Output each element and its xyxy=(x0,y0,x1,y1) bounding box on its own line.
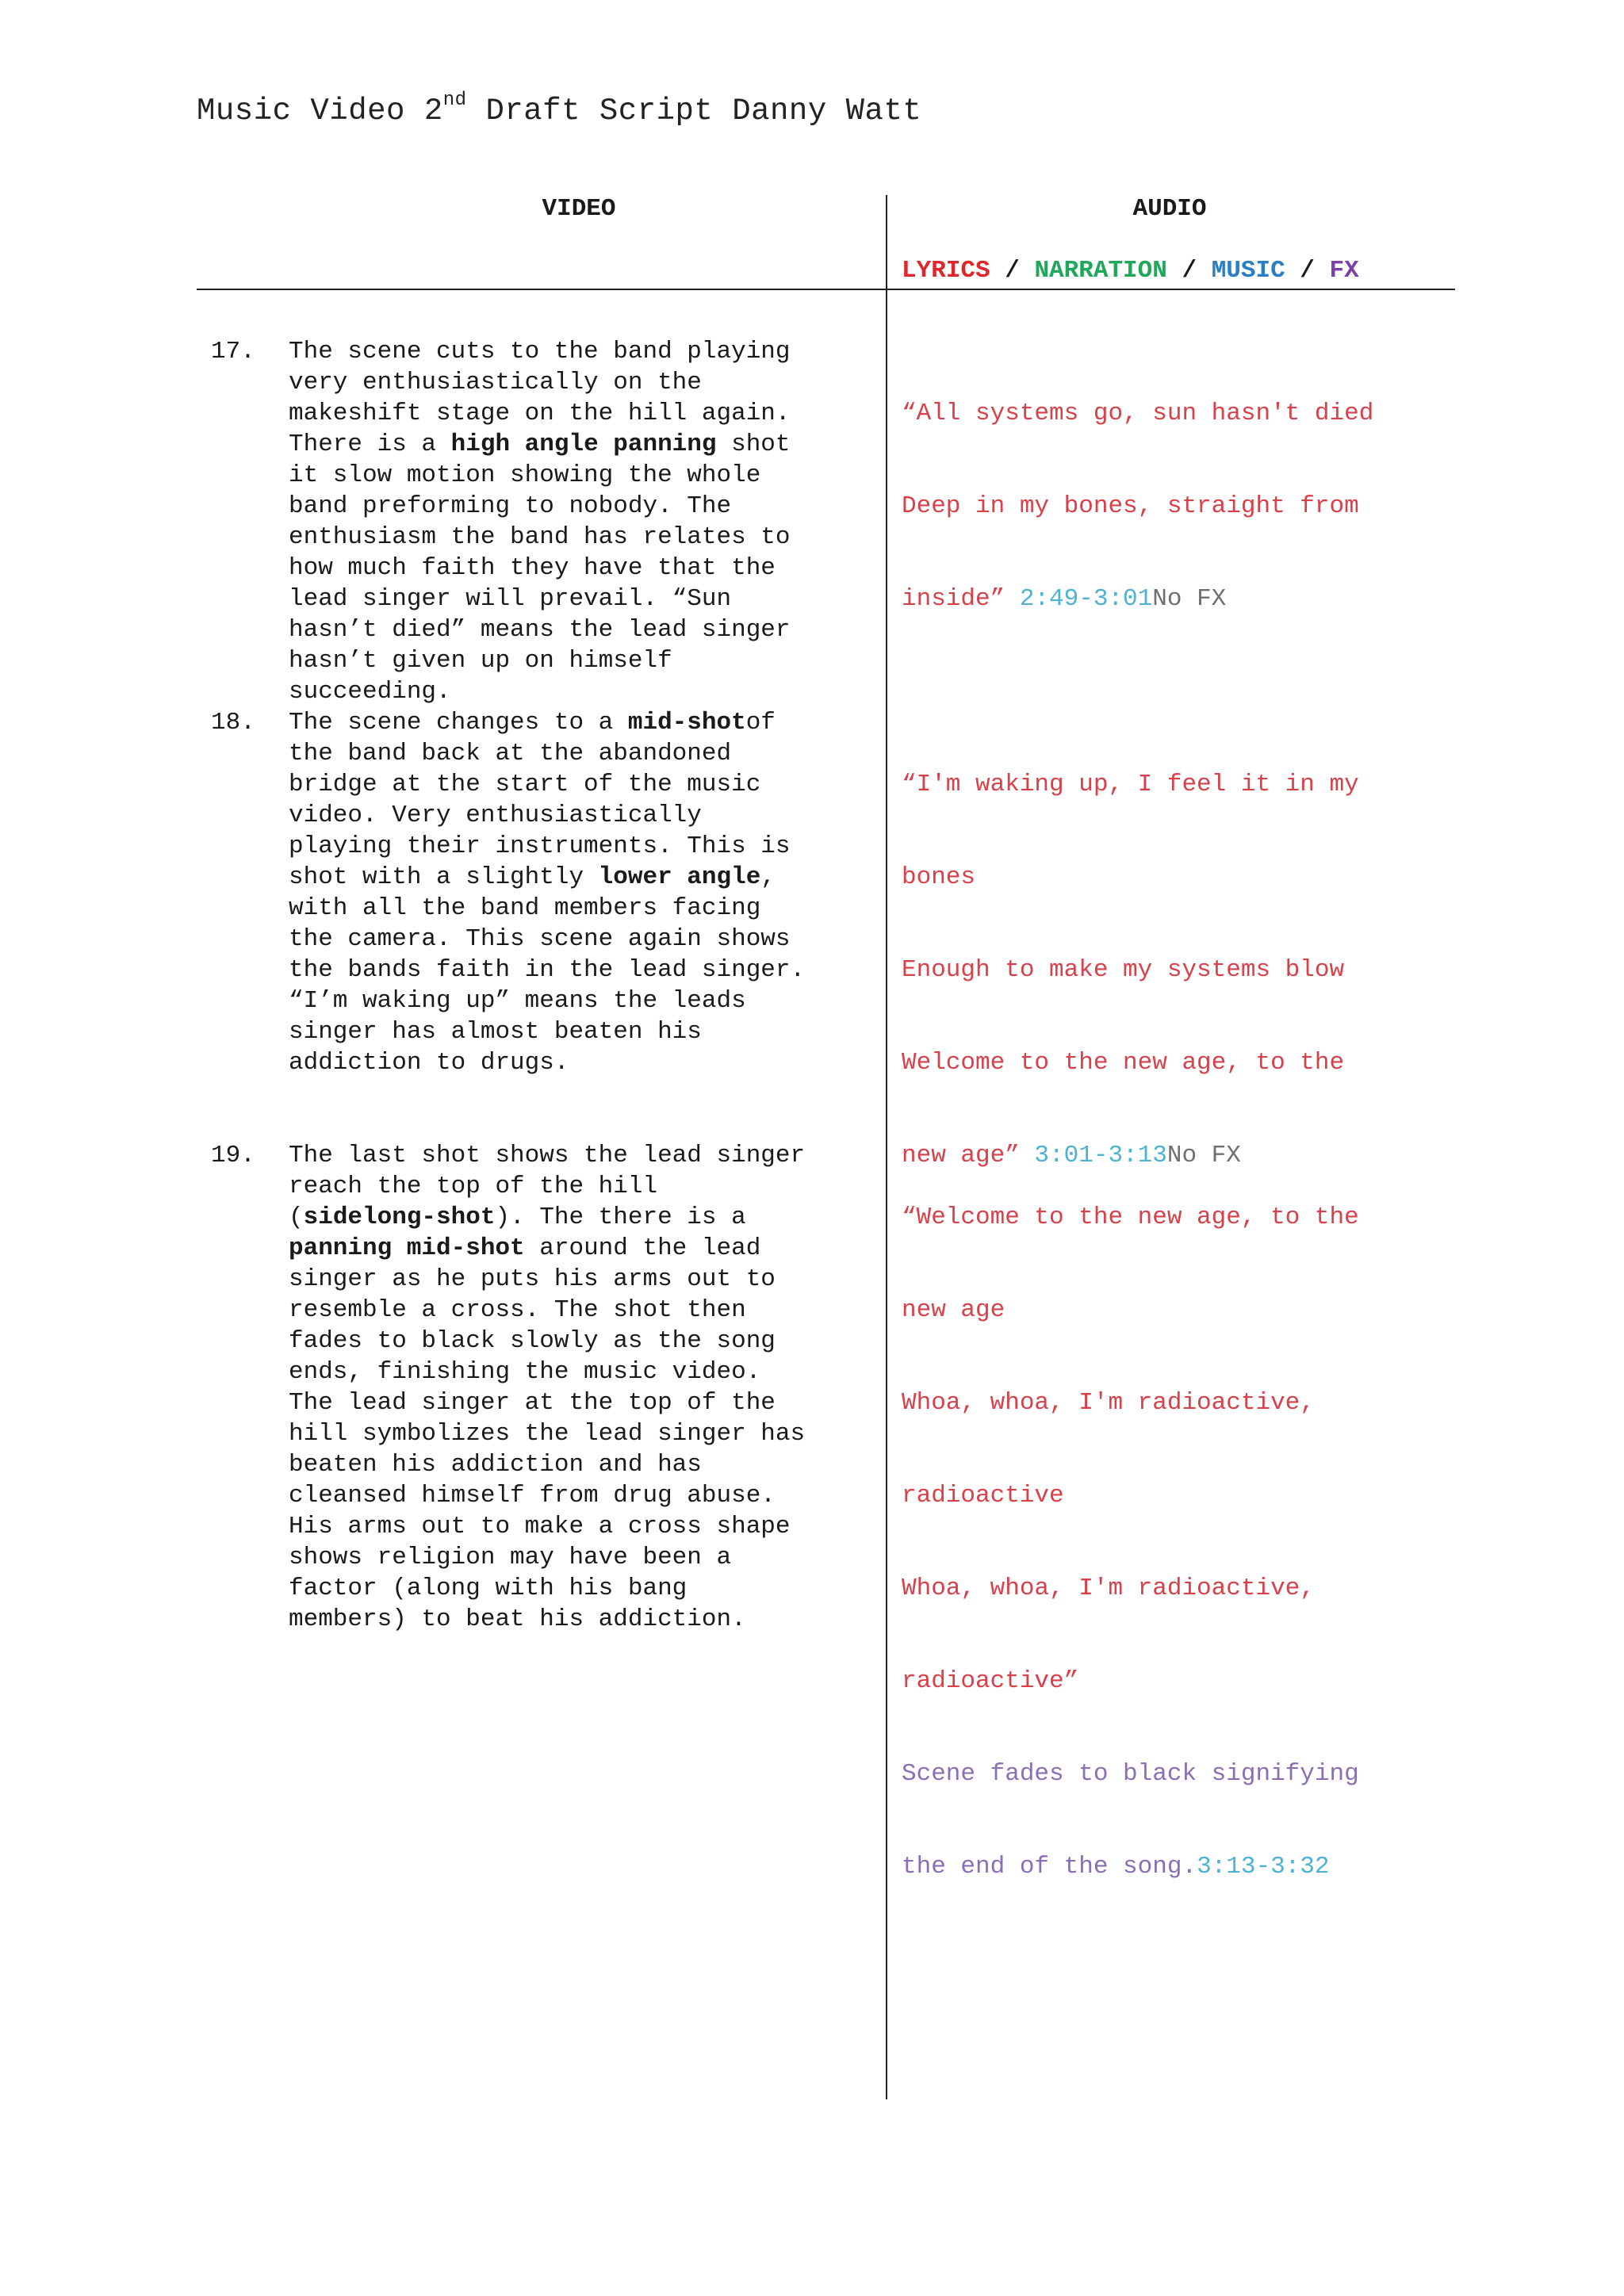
lyric-line: new age xyxy=(902,1296,1005,1324)
video-text: around the lead xyxy=(524,1234,761,1262)
video-text: lead singer will prevail. “Sun xyxy=(289,585,732,613)
page-title: Music Video 2nd Draft Script Danny Watt xyxy=(197,90,922,128)
video-text: of xyxy=(745,709,776,737)
header-divider xyxy=(197,289,1455,290)
video-line xyxy=(289,1573,879,1604)
video-text: fades to black slowly as the song xyxy=(289,1327,776,1355)
camera-term: panning mid-shot xyxy=(289,1234,525,1262)
video-text: addiction to drugs. xyxy=(289,1049,569,1077)
audio-column-header: AUDIO xyxy=(1132,195,1207,223)
video-text: with all the band members facing xyxy=(289,894,761,922)
lyric-line: Deep in my bones, straight from xyxy=(902,492,1359,520)
video-line xyxy=(289,955,879,985)
video-line xyxy=(289,862,879,893)
video-line xyxy=(289,676,879,707)
video-text: resemble a cross. The shot then xyxy=(289,1296,746,1324)
camera-term: mid-shot xyxy=(627,709,746,737)
video-line xyxy=(289,707,879,738)
video-line xyxy=(289,336,879,367)
lyric-line: inside” xyxy=(902,585,1005,613)
scene-number: 18. xyxy=(211,709,255,737)
legend-fx: FX xyxy=(1329,257,1359,285)
video-text: makeshift stage on the hill again. xyxy=(289,400,791,427)
scene-video-description xyxy=(289,1140,879,1635)
video-line xyxy=(289,924,879,955)
video-line xyxy=(289,460,879,491)
video-text: bridge at the start of the music xyxy=(289,771,761,798)
video-line xyxy=(289,1326,879,1357)
video-text: ( xyxy=(289,1203,304,1231)
video-text: The scene changes to a xyxy=(289,709,628,737)
video-line xyxy=(289,491,879,522)
scene-number: 17. xyxy=(211,338,255,365)
video-text: band preforming to nobody. The xyxy=(289,492,732,520)
legend-lyrics: LYRICS xyxy=(902,257,990,285)
video-line xyxy=(289,1140,879,1171)
scene-audio-description xyxy=(902,707,1457,1202)
video-text: shows religion may have been a xyxy=(289,1544,732,1571)
legend-music: MUSIC xyxy=(1211,257,1285,285)
video-text: ends, finishing the music video. xyxy=(289,1358,761,1386)
video-text: There is a xyxy=(289,430,451,458)
video-text: beaten his addiction and has xyxy=(289,1451,702,1479)
video-text: playing their instruments. This is xyxy=(289,832,791,860)
column-divider xyxy=(886,195,887,2099)
lyric-line: radioactive” xyxy=(902,1667,1079,1695)
video-text: ). The there is a xyxy=(495,1203,746,1231)
camera-term: sidelong-shot xyxy=(303,1203,496,1231)
video-line xyxy=(289,522,879,553)
video-line xyxy=(289,1604,879,1635)
video-text: His arms out to make a cross shape xyxy=(289,1513,791,1540)
video-text: hasn’t given up on himself xyxy=(289,647,672,675)
video-text: The scene cuts to the band playing xyxy=(289,338,791,365)
video-line xyxy=(289,1233,879,1264)
narration-line: Scene fades to black signifying xyxy=(902,1760,1359,1788)
video-text: “I’m waking up” means the leads xyxy=(289,987,746,1015)
video-text: reach the top of the hill xyxy=(289,1173,658,1200)
video-line xyxy=(289,1264,879,1295)
video-line xyxy=(289,893,879,924)
video-line xyxy=(289,645,879,676)
lyric-line: new age” xyxy=(902,1142,1020,1169)
video-line xyxy=(289,1449,879,1480)
camera-term: lower angle xyxy=(598,863,761,891)
video-line xyxy=(289,1171,879,1202)
video-text: hasn’t died” means the lead singer xyxy=(289,616,791,644)
video-text: , xyxy=(760,863,776,891)
video-text: cleansed himself from drug abuse. xyxy=(289,1482,776,1510)
fx-note: No FX xyxy=(1166,1142,1241,1169)
video-text: enthusiasm the band has relates to xyxy=(289,523,791,551)
video-line xyxy=(289,367,879,398)
scene-video-description xyxy=(289,336,879,707)
video-line xyxy=(289,584,879,614)
video-text: The last shot shows the lead singer xyxy=(289,1142,806,1169)
video-text: shot with a slightly xyxy=(289,863,599,891)
video-line xyxy=(289,738,879,769)
video-text: the camera. This scene again shows xyxy=(289,925,791,953)
scene-video-description xyxy=(289,707,879,1078)
video-line xyxy=(289,1387,879,1418)
lyric-line: “Welcome to the new age, to the xyxy=(902,1203,1359,1231)
legend-separator: / xyxy=(1166,257,1212,285)
video-column-header: VIDEO xyxy=(542,195,616,223)
video-line xyxy=(289,614,879,645)
video-line xyxy=(289,1202,879,1233)
video-line xyxy=(289,398,879,429)
fx-note: No FX xyxy=(1152,585,1227,613)
scene-audio-description xyxy=(902,336,1457,645)
video-text: singer has almost beaten his xyxy=(289,1018,702,1046)
lyric-line: “I'm waking up, I feel it in my xyxy=(902,771,1359,798)
video-line xyxy=(289,1542,879,1573)
video-text: the bands faith in the lead singer. xyxy=(289,956,806,984)
lyric-line: Enough to make my systems blow xyxy=(902,956,1345,984)
video-line xyxy=(289,985,879,1016)
video-line xyxy=(289,831,879,862)
legend-separator: / xyxy=(1285,257,1330,285)
video-line xyxy=(289,429,879,460)
camera-term: high angle panning xyxy=(450,430,717,458)
video-text: members) to beat his addiction. xyxy=(289,1605,746,1633)
lyric-line: radioactive xyxy=(902,1482,1064,1510)
lyric-line: bones xyxy=(902,863,976,891)
video-line xyxy=(289,1295,879,1326)
legend-separator: / xyxy=(990,257,1035,285)
video-line xyxy=(289,769,879,800)
lyric-line: Welcome to the new age, to the xyxy=(902,1049,1345,1077)
video-line xyxy=(289,1047,879,1078)
lyric-line: Whoa, whoa, I'm radioactive, xyxy=(902,1575,1315,1602)
video-line xyxy=(289,1357,879,1387)
video-line xyxy=(289,1418,879,1449)
lyric-line: “All systems go, sun hasn't died xyxy=(902,400,1374,427)
video-line xyxy=(289,1480,879,1511)
video-text: very enthusiastically on the xyxy=(289,369,702,396)
video-line xyxy=(289,1511,879,1542)
video-line xyxy=(289,1016,879,1047)
video-text: video. Very enthusiastically xyxy=(289,802,702,829)
video-text: hill symbolizes the lead singer has xyxy=(289,1420,806,1448)
video-text: factor (along with his bang xyxy=(289,1575,688,1602)
audio-legend xyxy=(902,257,1359,285)
video-text: singer as he puts his arms out to xyxy=(289,1265,776,1293)
timestamp: 3:01-3:13 xyxy=(1019,1142,1167,1169)
scene-audio-description xyxy=(902,1140,1457,1913)
video-text: The lead singer at the top of the xyxy=(289,1389,776,1417)
timestamp: 3:13-3:32 xyxy=(1197,1853,1330,1881)
video-text: shot xyxy=(716,430,791,458)
timestamp: 2:49-3:01 xyxy=(1005,585,1153,613)
video-line xyxy=(289,553,879,584)
video-text: succeeding. xyxy=(289,678,451,706)
video-text: how much faith they have that the xyxy=(289,554,776,582)
legend-narration: NARRATION xyxy=(1034,257,1167,285)
lyric-line: Whoa, whoa, I'm radioactive, xyxy=(902,1389,1315,1417)
scene-number: 19. xyxy=(211,1142,255,1169)
video-text: the band back at the abandoned xyxy=(289,740,732,767)
video-text: it slow motion showing the whole xyxy=(289,461,761,489)
video-line xyxy=(289,800,879,831)
narration-line: the end of the song. xyxy=(902,1853,1197,1881)
